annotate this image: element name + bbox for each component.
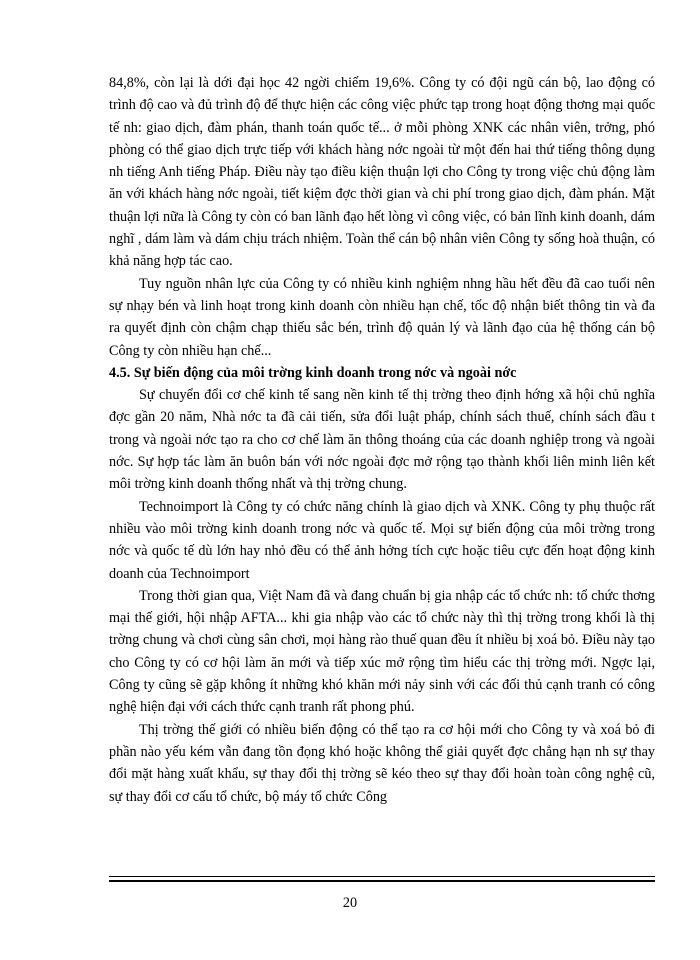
paragraph-6: Thị trờng thế giới có nhiều biến động có thể tạo ra cơ hội mới cho Công ty và xoá bỏ đi phần nào yếu kém vẫn đang tồn đọng khó hoặc không thể giải quyết đợc chẳng hạn nh sự thay đổi mặt hàng xuất khẩu, sự thay đổi thị trờng sẽ kéo theo sự thay đổi hoàn toàn công nghệ cũ, sự thay đổi cơ cấu tổ chức, bộ máy tổ chức Công xyxy=(109,721,655,805)
paragraph-2: Tuy nguồn nhân lực của Công ty có nhiều kinh nghiệm nhng hầu hết đều đã cao tuổi nên sự nhạy bén và linh hoạt trong kinh doanh còn nhiều hạn chế, tốc độ nhận biết thông tin và đa ra quyết định còn chậm chạp thiếu sắc bén, trình độ quản lý và lãnh đạo của hệ thống cán bộ Công ty còn nhiều hạn chế... xyxy=(109,275,655,359)
footer-rule-thick xyxy=(109,880,655,882)
footer-rule-thin xyxy=(109,876,655,877)
paragraph-3: Sự chuyển đổi cơ chế kinh tế sang nền kinh tế thị trờng theo định hớng xã hội chủ nghĩa đợc gần 20 năm, Nhà nớc ta đã cải tiến, sửa đổi luật pháp, chính sách thuế, chính sách đầu t trong và ngoài nớc tạo ra cho cơ chế làm ăn thông thoáng của các doanh nghiệp trong và ngoài nớc. Sự hợp tác làm ăn buôn bán với nớc ngoài đợc mở rộng tạo thành khối liên minh liên kết môi trờng kinh doanh thống nhất và thị trờng chung. xyxy=(109,387,655,493)
section-heading: 4.5. Sự biến động của môi trờng kinh doanh trong nớc và ngoài nớc xyxy=(109,364,517,381)
page-number: 20 xyxy=(342,895,358,911)
document-body xyxy=(109,72,655,808)
paragraph-4: Technoimport là Công ty có chức năng chính là giao dịch và XNK. Công ty phụ thuộc rất nhiều vào môi trờng kinh doanh trong nớc và quốc tế. Mọi sự biến động của môi trờng trong nớc và quốc tế dù lớn hay nhỏ đều có thể ảnh hởng tích cực hoặc tiêu cực đến hoạt động kinh doanh của Technoimport xyxy=(109,498,655,582)
paragraph-1: 84,8%, còn lại là dới đại học 42 ngời chiếm 19,6%. Công ty có đội ngũ cán bộ, lao động có trình độ cao và đủ trình độ để thực hiện các công việc phức tạp trong hoạt động thơng mại quốc tế nh: giao dịch, đàm phán, thanh toán quốc tế... ở mỗi phòng XNK các nhân viên, trởng, phó phòng có thể giao dịch trực tiếp với khách hàng nớc ngoài từ một đến hai thứ tiếng thông dụng nh tiếng Anh tiếng Pháp. Điều này tạo điều kiện thuận lợi cho Công ty trong việc chủ động làm ăn với khách hàng nớc ngoài, tiết kiệm đợc thời gian và chi phí trong giao dịch, đàm phán. Mặt thuận lợi nữa là Công ty còn có ban lãnh đạo hết lòng vì công việc, có bản lĩnh kinh doanh, dám nghĩ , dám làm và dám chịu trách nhiệm. Toàn thể cán bộ nhân viên Công ty sống hoà thuận, có khả năng hợp tác cao. xyxy=(109,75,655,270)
paragraph-5: Trong thời gian qua, Việt Nam đã và đang chuẩn bị gia nhập các tổ chức nh: tổ chức thơng mại thế giới, hội nhập AFTA... khi gia nhập vào các tổ chức này thì thị trờng trong khối là thị trờng chung và chơi cùng sân chơi, mọi hàng rào thuế quan đều ít nhiều bị xoá bỏ. Điều này tạo cho Công ty có cơ hội làm ăn mới và tiếp xúc mở rộng tìm hiểu các thị trờng mới. Ngợc lại, Công ty cũng sẽ gặp không ít những khó khăn mới nảy sinh với các đối thủ cạnh tranh có công nghệ hiện đại với cách thức cạnh tranh rất phong phú. xyxy=(109,587,655,716)
